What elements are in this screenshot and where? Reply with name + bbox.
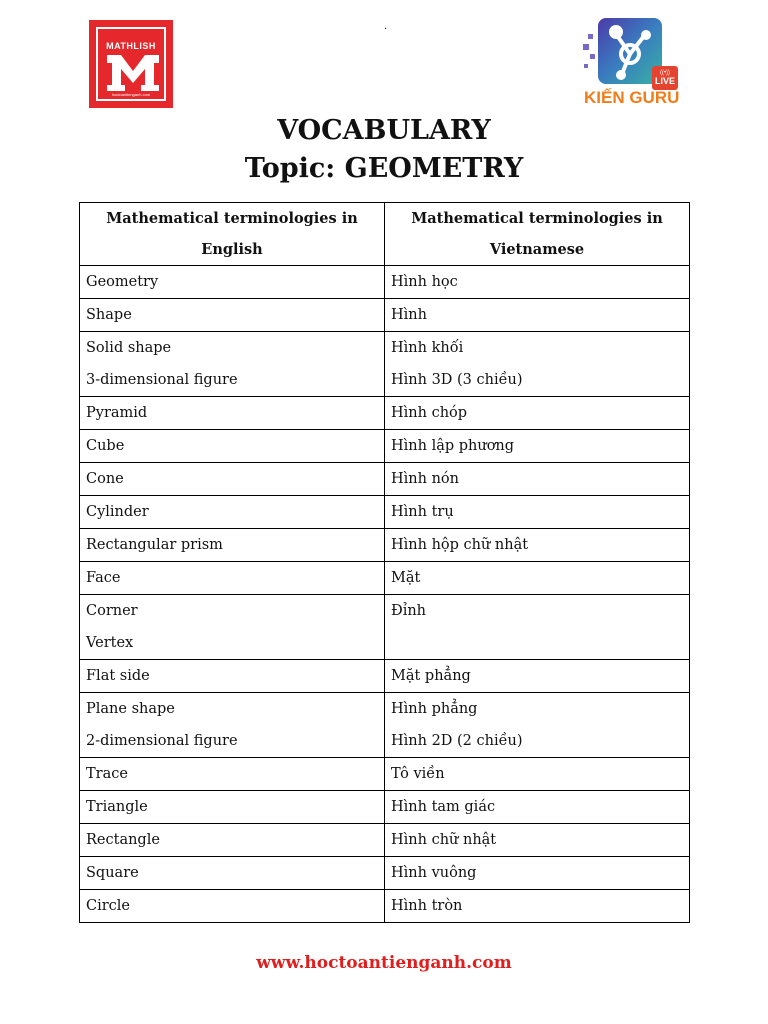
term-text: Hình khối: [391, 340, 464, 356]
term-text: Cylinder: [86, 504, 149, 520]
cell-english: [80, 332, 385, 397]
footer-website-link[interactable]: www.hoctoantienganh.com: [256, 953, 512, 973]
term-text: Rectangle: [86, 832, 160, 848]
cell-english: [80, 595, 385, 660]
cell-english: [80, 857, 385, 890]
table-body: [80, 266, 690, 923]
page-title: VOCABULARY: [277, 115, 491, 146]
cell-vietnamese: [385, 693, 690, 758]
table-row: [80, 562, 690, 595]
header-line: Mathematical terminologies in: [106, 210, 358, 227]
header-line: English: [201, 241, 263, 258]
logo-url-text: hoctoantienganh.com: [111, 92, 151, 97]
cell-vietnamese: [385, 660, 690, 693]
term-text: Hình 2D (2 chiều): [391, 733, 523, 749]
cell-vietnamese: [385, 595, 690, 660]
term-text: Flat side: [86, 668, 150, 684]
column-header-english: [80, 203, 385, 266]
cell-english: [80, 562, 385, 595]
term-text: Square: [86, 865, 139, 881]
vocabulary-table: [79, 202, 690, 923]
table-row: [80, 791, 690, 824]
term-text: Face: [86, 570, 121, 586]
term-text: Vertex: [86, 635, 134, 651]
pixel-decoration: [583, 44, 589, 50]
cell-vietnamese: [385, 299, 690, 332]
pixel-decoration: [584, 64, 588, 68]
logo-m-glyph: [105, 53, 161, 93]
term-text: Hình chóp: [391, 405, 468, 421]
cell-english: [80, 660, 385, 693]
table-row: [80, 332, 690, 397]
table-row: [80, 463, 690, 496]
term-text: Trace: [86, 766, 128, 782]
term-text: Hình lập phương: [391, 438, 515, 454]
table-row: [80, 299, 690, 332]
term-text: Corner: [86, 603, 138, 619]
top-dot: .: [384, 21, 388, 32]
term-text: Rectangular prism: [86, 537, 223, 553]
cell-vietnamese: [385, 529, 690, 562]
logo-brand-text: MATHLISH: [106, 41, 156, 51]
table-row: [80, 824, 690, 857]
cell-vietnamese: [385, 430, 690, 463]
kien-guru-logo: [580, 16, 680, 112]
cell-vietnamese: [385, 824, 690, 857]
cell-vietnamese: [385, 496, 690, 529]
cell-english: [80, 430, 385, 463]
term-text: Mặt: [391, 570, 421, 586]
cell-vietnamese: [385, 463, 690, 496]
cell-english: [80, 824, 385, 857]
term-text: Shape: [86, 307, 132, 323]
table-row: [80, 595, 690, 660]
term-text: Mặt phẳng: [391, 668, 471, 684]
cell-english: [80, 758, 385, 791]
term-text: Pyramid: [86, 405, 148, 421]
term-text: Hình hộp chữ nhật: [391, 537, 529, 553]
term-text: Hình nón: [391, 471, 459, 487]
term-text: Hình chữ nhật: [391, 832, 497, 848]
table-row: [80, 857, 690, 890]
live-badge: ((•)) LIVE: [652, 66, 678, 90]
cell-english: [80, 890, 385, 923]
logo-name-text: KIẾN GURU: [584, 88, 680, 107]
table-row: [80, 397, 690, 430]
term-text: Hình vuông: [391, 865, 477, 881]
table-header-row: [80, 203, 690, 266]
cell-vietnamese: [385, 397, 690, 430]
cell-vietnamese: [385, 332, 690, 397]
table-row: [80, 266, 690, 299]
term-text: Tô viền: [391, 766, 445, 782]
table-row: [80, 693, 690, 758]
table-row: [80, 660, 690, 693]
table-row: [80, 758, 690, 791]
term-text: Hình phẳng: [391, 701, 478, 717]
term-text: Solid shape: [86, 340, 172, 356]
cell-vietnamese: [385, 266, 690, 299]
term-text: Triangle: [86, 799, 148, 815]
term-text: Circle: [86, 898, 131, 914]
cell-english: [80, 791, 385, 824]
header-line: Mathematical terminologies in: [411, 210, 663, 227]
column-header-vietnamese: [385, 203, 690, 266]
term-text: Geometry: [86, 274, 159, 290]
cell-english: [80, 463, 385, 496]
cell-english: [80, 266, 385, 299]
table-row: [80, 529, 690, 562]
cell-vietnamese: [385, 791, 690, 824]
term-text: Đỉnh: [391, 603, 427, 619]
term-text: Hình 3D (3 chiều): [391, 372, 523, 388]
cell-english: [80, 693, 385, 758]
cell-english: [80, 496, 385, 529]
table-row: [80, 496, 690, 529]
cell-english: [80, 397, 385, 430]
term-text: Hình tam giác: [391, 799, 496, 815]
term-text: Hình: [391, 307, 427, 323]
term-text: Hình tròn: [391, 898, 463, 914]
pixel-decoration: [590, 54, 595, 59]
pixel-decoration: [588, 34, 593, 39]
term-text: Cube: [86, 438, 125, 454]
header-line: Vietnamese: [489, 241, 585, 258]
cell-vietnamese: [385, 857, 690, 890]
term-text: 2-dimensional figure: [86, 733, 238, 749]
table-row: [80, 890, 690, 923]
page-subtitle: Topic: GEOMETRY: [244, 153, 524, 184]
term-text: Hình trụ: [391, 504, 454, 520]
term-text: Hình học: [391, 274, 458, 290]
term-text: Cone: [86, 471, 124, 487]
mathlish-logo: [89, 20, 173, 108]
cell-english: [80, 529, 385, 562]
cell-vietnamese: [385, 562, 690, 595]
cell-vietnamese: [385, 758, 690, 791]
table-row: [80, 430, 690, 463]
cell-english: [80, 299, 385, 332]
term-text: 3-dimensional figure: [86, 372, 238, 388]
cell-vietnamese: [385, 890, 690, 923]
term-text: Plane shape: [86, 701, 175, 717]
